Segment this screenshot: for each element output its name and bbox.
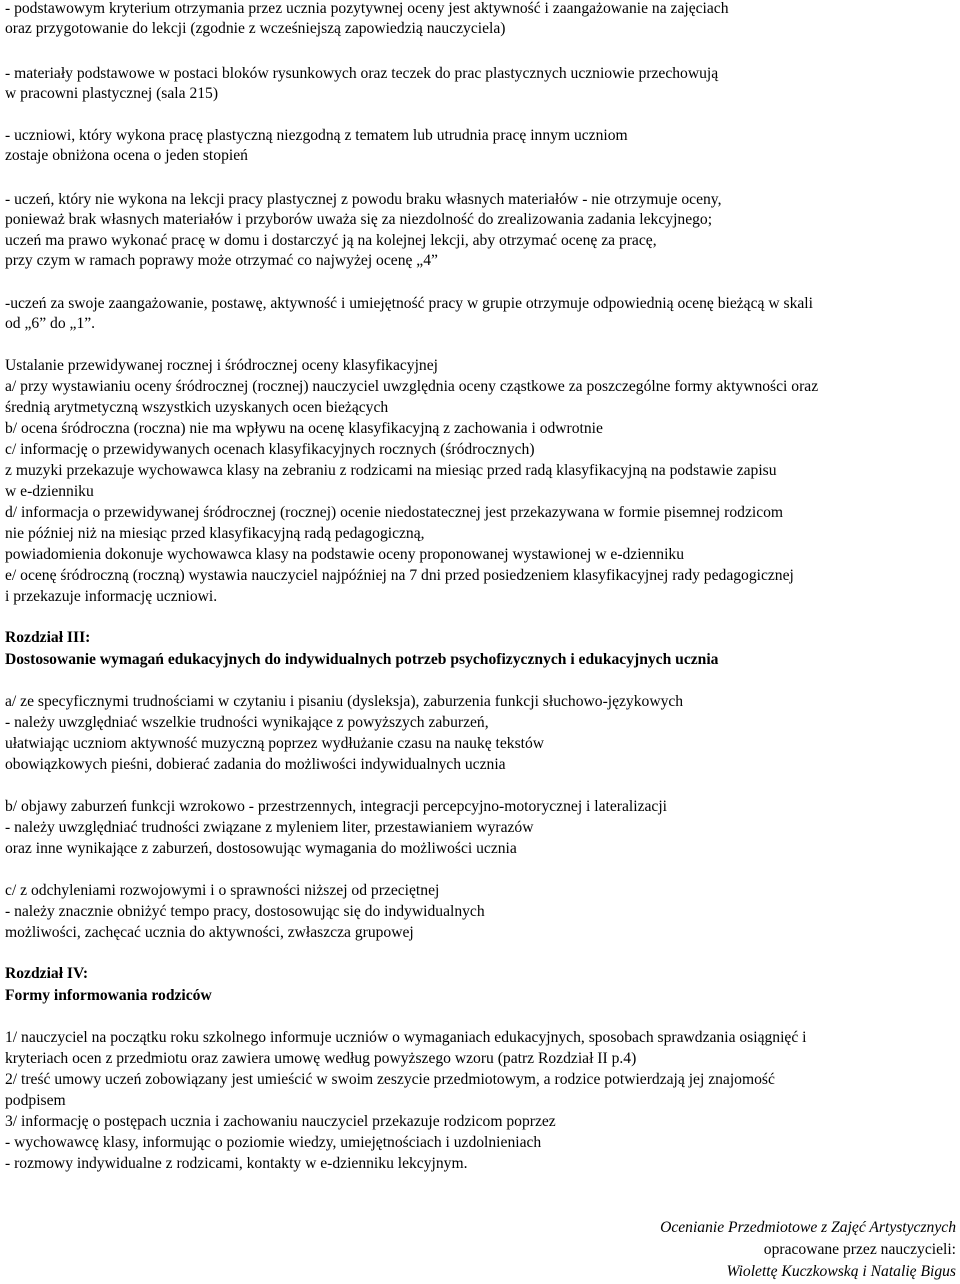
text-line: nie później niż na miesiąc przed klasyfikacyjną radą pedagogiczną, xyxy=(5,525,425,542)
text-line: a/ ze specyficznymi trudnościami w czytaniu i pisaniu (dysleksja), zaburzenia funkcji słuchowo-językowych xyxy=(5,693,684,710)
text-line: b/ ocena śródroczna (roczna) nie ma wpływu na ocenę klasyfikacyjną z zachowania i odwrotnie xyxy=(5,420,603,437)
text-line: przy czym w ramach poprawy może otrzymać co najwyżej ocenę „4” xyxy=(5,252,438,269)
footer-subtitle: opracowane przez nauczycieli: xyxy=(763,1241,956,1258)
text-line: powiadomienia dokonuje wychowawca klasy na podstawie oceny proponowanej wystawionej w e-dzienniku xyxy=(5,546,685,563)
text-line: i przekazuje informację uczniowi. xyxy=(5,588,218,605)
text-line: od „6” do „1”. xyxy=(5,315,96,332)
text-line: d/ informacja o przewidywanej śródrocznej (rocznej) ocenie niedostatecznej jest przekazywana w formie pisemnej rodzicom xyxy=(5,504,784,521)
text-line: 1/ nauczyciel na początku roku szkolnego informuje uczniów o wymaganiach edukacyjnych, sposobach sprawdzania osiągnięć i xyxy=(5,1029,807,1046)
text-line: 2/ treść umowy uczeń zobowiązany jest umieścić w swoim zeszycie przedmiotowym, a rodzice potwierdzają jej znajomość xyxy=(5,1071,775,1088)
text-line: - materiały podstawowe w postaci bloków rysunkowych oraz teczek do prac plastycznych uczniowie przechowują xyxy=(5,65,719,82)
text-line: kryteriach ocen z przedmiotu oraz zawiera umowę według powyższego wzoru (patrz Rozdział II p.4) xyxy=(5,1050,637,1067)
text-line: oraz przygotowanie do lekcji (zgodnie z wcześniejszą zapowiedzią nauczyciela) xyxy=(5,20,506,37)
text-line: podpisem xyxy=(5,1092,66,1109)
text-line: -uczeń za swoje zaangażowanie, postawę, aktywność i umiejętność pracy w grupie otrzymuje odpowiednią ocenę bieżącą w skali xyxy=(5,295,813,312)
text-line: - należy uwzględniać wszelkie trudności wynikające z powyższych zaburzeń, xyxy=(5,714,489,731)
text-line: w pracowni plastycznej (sala 215) xyxy=(5,85,219,102)
text-line: - podstawowym kryterium otrzymania przez ucznia pozytywnej oceny jest aktywność i zaangażowanie na zajęciach xyxy=(5,0,729,17)
text-line: - należy uwzględniać trudności związane z myleniem liter, przestawianiem wyrazów xyxy=(5,819,534,836)
text-line: oraz inne wynikające z zaburzeń, dostosowując wymagania do możliwości ucznia xyxy=(5,840,517,857)
section-title: Formy informowania rodziców xyxy=(5,987,212,1004)
text-line: b/ objawy zaburzeń funkcji wzrokowo - przestrzennych, integracji percepcyjno-motorycznej i lateralizacji xyxy=(5,798,668,815)
text-line: ponieważ brak własnych materiałów i przyborów uważa się za niezdolność do zrealizowania zadania lekcyjnego; xyxy=(5,211,713,228)
section-heading: Rozdział IV: xyxy=(5,965,89,982)
text-line: c/ z odchyleniami rozwojowymi i o sprawności niższej od przeciętnej xyxy=(5,882,440,899)
footer-title: Ocenianie Przedmiotowe z Zajęć Artystycznych xyxy=(660,1219,956,1236)
footer-authors: Wiolettę Kuczkowską i Natalię Bigus xyxy=(726,1263,956,1280)
text-line: - uczeń, który nie wykona na lekcji pracy plastycznej z powodu braku własnych materiałów - nie otrzymuje oceny, xyxy=(5,191,722,208)
text-line: - wychowawcę klasy, informując o poziomie wiedzy, umiejętnościach i uzdolnieniach xyxy=(5,1134,542,1151)
section-heading: Rozdział III: xyxy=(5,629,91,646)
text-line: w e-dzienniku xyxy=(5,483,94,500)
text-line: obowiązkowych pieśni, dobierać zadania do możliwości indywidualnych ucznia xyxy=(5,756,506,773)
text-line: - rozmowy indywidualne z rodzicami, kontakty w e-dzienniku lekcyjnym. xyxy=(5,1155,468,1172)
text-line: a/ przy wystawianiu oceny śródrocznej (rocznej) nauczyciel uwzględnia oceny cząstkowe za poszczególne formy aktywności oraz xyxy=(5,378,819,395)
text-line: Ustalanie przewidywanej rocznej i śródrocznej oceny klasyfikacyjnej xyxy=(5,357,438,374)
text-line: średnią arytmetyczną wszystkich uzyskanych ocen bieżących xyxy=(5,399,389,416)
text-line: zostaje obniżona ocena o jeden stopień xyxy=(5,147,248,164)
text-line: 3/ informację o postępach ucznia i zachowaniu nauczyciel przekazuje rodzicom poprzez xyxy=(5,1113,556,1130)
text-line: c/ informację o przewidywanych ocenach klasyfikacyjnych rocznych (śródrocznych) xyxy=(5,441,535,458)
text-line: ułatwiając uczniom aktywność muzyczną poprzez wydłużanie czasu na naukę tekstów xyxy=(5,735,545,752)
text-line: - uczniowi, który wykona pracę plastyczną niezgodną z tematem lub utrudnia pracę innym uczniom xyxy=(5,127,628,144)
section-title: Dostosowanie wymagań edukacyjnych do indywidualnych potrzeb psychofizycznych i edukacyjnych ucznia xyxy=(5,651,719,668)
text-line: uczeń ma prawo wykonać pracę w domu i dostarczyć ją na kolejnej lekcji, aby otrzymać ocenę za pracę, xyxy=(5,232,657,249)
text-line: z muzyki przekazuje wychowawca klasy na zebraniu z rodzicami na miesiąc przed radą klasyfikacyjną na podstawie zapisu xyxy=(5,462,777,479)
text-line: możliwości, zachęcać ucznia do aktywności, zwłaszcza grupowej xyxy=(5,924,414,941)
text-line: e/ ocenę śródroczną (roczną) wystawia nauczyciel najpóźniej na 7 dni przed posiedzeniem klasyfikacyjnej rady pedagogicznej xyxy=(5,567,794,584)
text-line: - należy znacznie obniżyć tempo pracy, dostosowując się do indywidualnych xyxy=(5,903,485,920)
